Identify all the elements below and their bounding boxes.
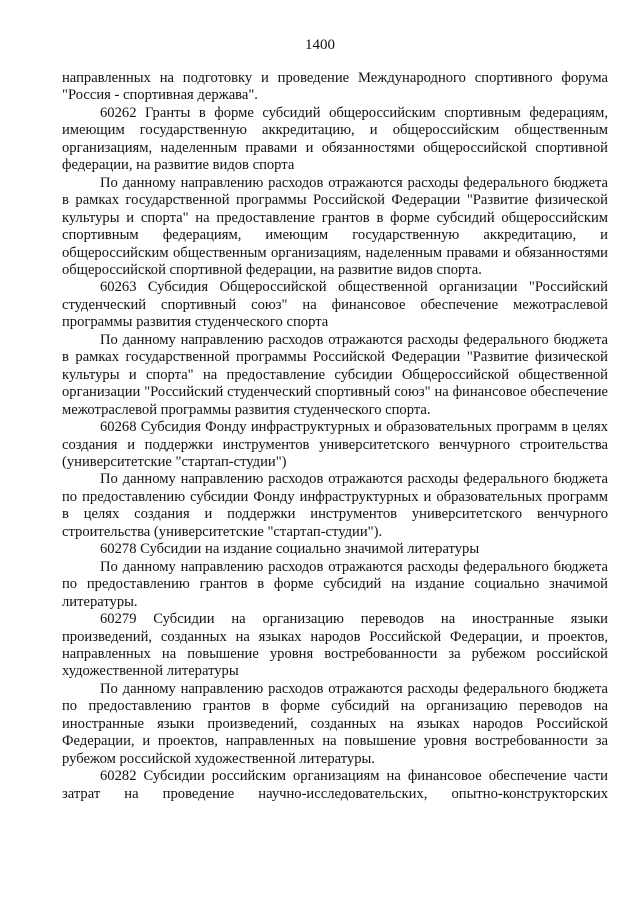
- paragraph-code-60279-description: По данному направлению расходов отражаются расходы федерального бюджета по предоставлению грантов в форме субсидий на организацию переводов на иностранные языки произведений, созданных на языках народов Российской Федерации, и проектов, направленных на повышение уровня востребованности за рубежом российской художественной литературы.: [62, 680, 608, 767]
- paragraph-code-60263-heading: 60263 Субсидия Общероссийской общественной организации "Российский студенческий спортивный союз" на финансовое обеспечение межотраслевой программы развития студенческого спорта: [62, 279, 608, 331]
- paragraph-code-60263-description: По данному направлению расходов отражаются расходы федерального бюджета в рамках государственной программы Российской Федерации "Развитие физической культуры и спорта" на предоставление субсидии Общероссийской общественной организации "Российский студенческий спортивный союз" на финансовое обеспечение межотраслевой программы развития студенческого спорта.: [62, 331, 608, 418]
- paragraph-code-60262-description: По данному направлению расходов отражаются расходы федерального бюджета в рамках государственной программы Российской Федерации "Развитие физической культуры и спорта" на предоставление грантов в форме субсидий общероссийским спортивным федерациям, имеющим государственную аккредитацию, и общероссийским общественным организациям, наделенным правами и обязанностями общероссийской спортивной федерации, на развитие видов спорта.: [62, 174, 608, 278]
- paragraph-code-60268-heading: 60268 Субсидия Фонду инфраструктурных и образовательных программ в целях создания и поддержки инструментов университетского венчурного строительства (университетские "стартап-студии"): [62, 419, 608, 470]
- paragraph-code-60268-description: По данному направлению расходов отражаются расходы федерального бюджета по предоставлению субсидии Фонду инфраструктурных и образовательных программ в целях создания и поддержки инструментов университетского венчурного строительства (университетские "стартап-студии").: [62, 471, 608, 540]
- paragraph-code-60279-heading: 60279 Субсидии на организацию переводов на иностранные языки произведений, созданных на языках народов Российской Федерации, и проектов, направленных на повышение уровня востребованности за рубежом российской художественной литературы: [62, 611, 608, 680]
- paragraph-code-60278-heading: 60278 Субсидии на издание социально значимой литературы: [100, 541, 480, 558]
- paragraph-continuation: направленных на подготовку и проведение Международного спортивного форума "Россия - спортивная держава".: [62, 70, 608, 104]
- paragraph-code-60282-heading: 60282 Субсидии российским организациям на финансовое обеспечение части затрат на проведение научно-исследовательских, опытно-конструкторских: [62, 768, 608, 802]
- paragraph-code-60278-description: По данному направлению расходов отражаются расходы федерального бюджета по предоставлению грантов в форме субсидий на издание социально значимой литературы.: [62, 558, 608, 610]
- paragraph-code-60262-heading: 60262 Гранты в форме субсидий общероссийским спортивным федерациям, имеющим государственную аккредитацию, и общероссийским общественным организациям, наделенным правами и обязанностями общероссийской спортивной федерации, на развитие видов спорта: [62, 104, 608, 174]
- page-number: 1400: [305, 37, 335, 53]
- document-body: [62, 70, 608, 803]
